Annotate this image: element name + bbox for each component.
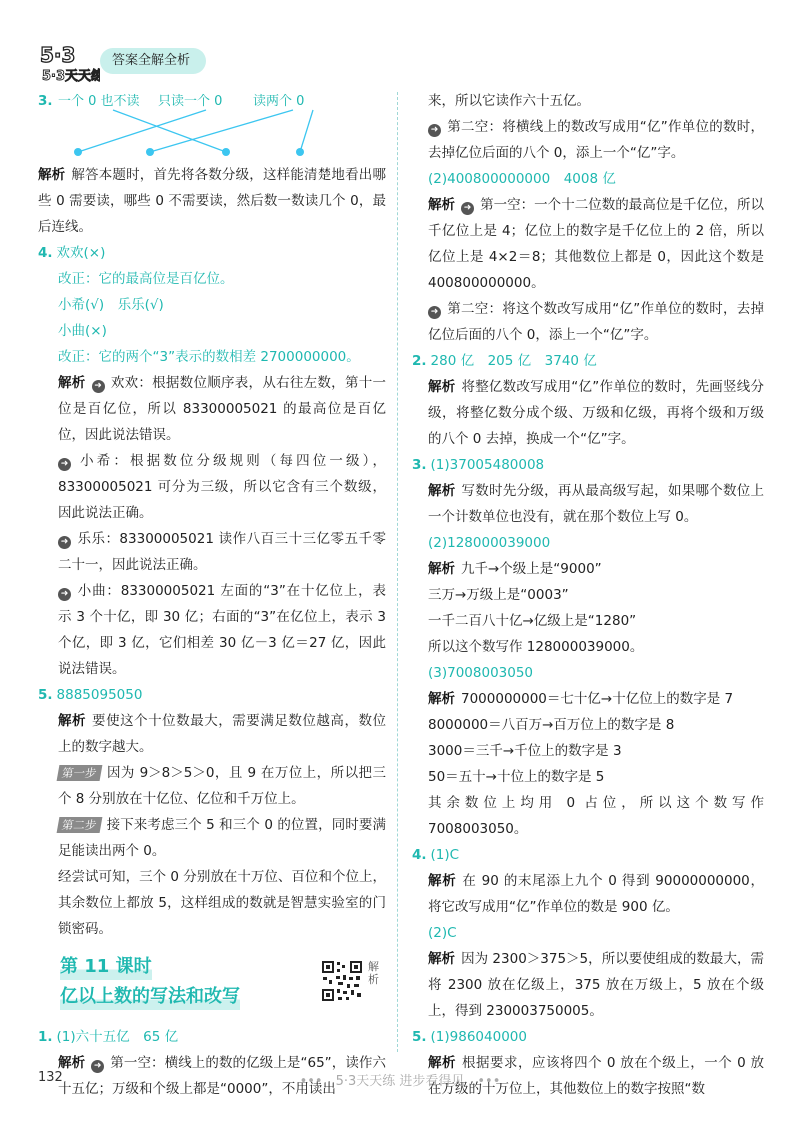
r-q4-expl-2: 解析 因为 2300＞375＞5，所以要使组成的数最大，需将 2300 放在亿级上，375 放在万级上，5 放在个级上，得到 230003750005。 xyxy=(428,951,764,1019)
r-q3-answer-3: (3)7008003050 xyxy=(428,665,534,681)
r-p2-expl-1: 解析 ➜ 第一空：一个十二位数的最高位是千亿位，所以千亿位上是 4；亿位上的数字是千亿位上的 2 倍，所以亿位上是 4×2＝8；其他数位上都是 0，因此这个数是 400800000000。 xyxy=(428,197,765,291)
lesson-number: 第 11 课时 xyxy=(60,954,152,980)
q5-step-2: 第二步 接下来考虑三个 5 和三个 0 的位置，同时要满足能读出两个 0。 xyxy=(58,817,386,859)
r-q3-answer-1: 3. (1)37005480008 xyxy=(412,457,545,473)
r-q4-answer-2: (2)C xyxy=(428,925,457,941)
column-divider xyxy=(397,92,398,1052)
q4-expl-1: 解析 ➜ 欢欢：根据数位顺序表，从右往左数，第十一位是百亿位，所以 83300005021 的最高位是百亿位，因此说法错误。 xyxy=(58,375,387,443)
r-q3-answer-2: (2)128000039000 xyxy=(428,535,551,551)
q4-line-5: 改正：它的两个“3”表示的数相差 2700000000。 xyxy=(58,349,360,365)
r-q3-expl-2-4: 所以这个数写作 128000039000。 xyxy=(428,639,644,655)
brand-logo xyxy=(38,40,100,84)
r-q3-expl-3-3: 3000＝三千→千位上的数字是 3 xyxy=(428,743,622,759)
q3-label-1: 一个 0 也不读 xyxy=(58,94,140,109)
r-q3-expl-3-4: 50＝五十→十位上的数字是 5 xyxy=(428,769,605,785)
r-q5-expl-1: 解析 根据要求，应该将四个 0 放在个级上，一个 0 放在万级的十万位上，其他数位上的数字按照“数 xyxy=(428,1055,765,1097)
r-cont-1: 来，所以它读作六十五亿。 xyxy=(428,93,590,109)
matching-lines xyxy=(78,110,313,152)
arrow-icon: ➜ xyxy=(58,458,71,471)
r-q4-answer-1: 4. (1)C xyxy=(412,847,460,863)
l1-expl-1: 解析 ➜ 第一空：横线上的数的亿级上是“65”，读作六十五亿；万级和个级上都是“0000”，不用读出 xyxy=(58,1055,387,1097)
q4-line-2: 改正：它的最高位是百亿位。 xyxy=(58,271,234,287)
qr-code-icon[interactable] xyxy=(321,960,363,1002)
q3-explanation: 解析 解答本题时，首先将各数分级，这样能清楚地看出哪些 0 需要读，哪些 0 不需要读，然后数一数读几个 0，最后连线。 xyxy=(38,167,386,235)
q3-number: 3. xyxy=(38,93,53,109)
svg-text:5·3: 5·3 xyxy=(40,43,76,67)
left-column xyxy=(38,88,386,1102)
right-column xyxy=(412,88,764,1102)
lesson-header xyxy=(38,954,386,1018)
r-p2-answer: (2)400800000000 4008 亿 xyxy=(428,171,616,187)
q4-expl-3: ➜ 乐乐：83300005021 读作八百三十三亿零五千零二十一，因此说法正确。 xyxy=(58,531,386,573)
r-cont-2: ➜ 第二空：将横线上的数改写成用“亿”作单位的数时，去掉亿位后面的八个 0，添上一个“亿”字。 xyxy=(428,119,764,161)
qr-label: 解析 xyxy=(368,960,379,986)
header-title: 答案全解全析 xyxy=(100,48,206,74)
page-number: 132 xyxy=(38,1070,63,1085)
q4-line-1: 4. 欢欢(×) xyxy=(38,245,106,261)
q5-step-1: 第一步 因为 9＞8＞5＞0，且 9 在万位上，所以把三个 8 分别放在十亿位、亿位和千万位上。 xyxy=(58,765,386,807)
r-q3-expl-2-3: 一千二百八十亿→亿级上是“1280” xyxy=(428,613,637,629)
arrow-icon: ➜ xyxy=(428,124,441,137)
q4-expl-4: ➜ 小曲：83300005021 左面的“3”在十亿位上，表示 3 个十亿，即 30 亿；右面的“3”在亿位上，表示 3 个亿，即 3 亿，它们相差 30 亿－3 亿＝27 亿，因此说法错误。 xyxy=(58,583,386,677)
r-p2-expl-2: ➜ 第二空：将这个数改写成用“亿”作单位的数时，去掉亿位后面的八个 0，添上一个“亿”字。 xyxy=(428,301,764,343)
q3-label-3: 读两个 0 xyxy=(253,94,305,109)
r-q3-expl-2-2: 三万→万级上是“0003” xyxy=(428,587,569,603)
r-q3-expl-2-1: 解析 九千→个级上是“9000” xyxy=(428,561,602,577)
r-q2-expl: 解析 将整亿数改写成用“亿”作单位的数时，先画竖线分级，将整亿数分成个级、万级和亿级，再将个级和万级的八个 0 去掉，换成一个“亿”字。 xyxy=(428,379,764,447)
lesson-title: 亿以上数的写法和改写 xyxy=(60,984,240,1010)
r-q3-expl-3-5: 其余数位上均用 0 占位，所以这个数写作 7008003050。 xyxy=(428,795,764,837)
arrow-icon: ➜ xyxy=(461,202,474,215)
r-q2-answer: 2. 280 亿 205 亿 3740 亿 xyxy=(412,353,597,369)
arrow-icon: ➜ xyxy=(58,588,71,601)
q3-matching xyxy=(38,88,386,162)
l1-answer: 1. (1)六十五亿 65 亿 xyxy=(38,1029,179,1045)
matching-dots xyxy=(74,148,304,156)
arrow-icon: ➜ xyxy=(92,380,105,393)
arrow-icon: ➜ xyxy=(58,536,71,549)
r-q5-answer-1: 5. (1)986040000 xyxy=(412,1029,527,1045)
q4-expl-2: ➜ 小希：根据数位分级规则（每四位一级），83300005021 可分为三级，所以它含有三个数级，因此说法正确。 xyxy=(58,453,386,521)
r-q3-expl-3-2: 8000000＝八百万→百万位上的数字是 8 xyxy=(428,717,675,733)
q5-expl-1: 解析 要使这个十位数最大，需要满足数位越高，数位上的数字越大。 xyxy=(58,713,387,755)
q5-answer: 5. 8885095050 xyxy=(38,687,143,703)
footer-slogan: ••• 5·3天天练 进步看得见 ••• xyxy=(299,1074,501,1089)
arrow-icon: ➜ xyxy=(428,306,441,319)
r-q3-expl-1: 解析 写数时先分级，再从最高级写起，如果哪个数位上一个计数单位也没有，就在那个数位上写 0。 xyxy=(428,483,765,525)
q4-line-3: 小希(√) 乐乐(√) xyxy=(58,297,164,313)
q3-label-2: 只读一个 0 xyxy=(158,94,223,109)
q4-line-4: 小曲(×) xyxy=(58,323,107,339)
r-q4-expl-1: 解析 在 90 的末尾添上九个 0 得到 90000000000，将它改写成用“亿”作单位的数是 900 亿。 xyxy=(428,873,764,915)
r-q3-expl-3-1: 解析 7000000000＝七十亿→十亿位上的数字是 7 xyxy=(428,691,734,707)
logo-text: 5·3天天练 xyxy=(42,69,100,84)
q5-expl-2: 经尝试可知，三个 0 分别放在十万位、百位和个位上，其余数位上都放 5，这样组成的数就是智慧实验室的门锁密码。 xyxy=(58,869,386,937)
arrow-icon: ➜ xyxy=(91,1060,104,1073)
